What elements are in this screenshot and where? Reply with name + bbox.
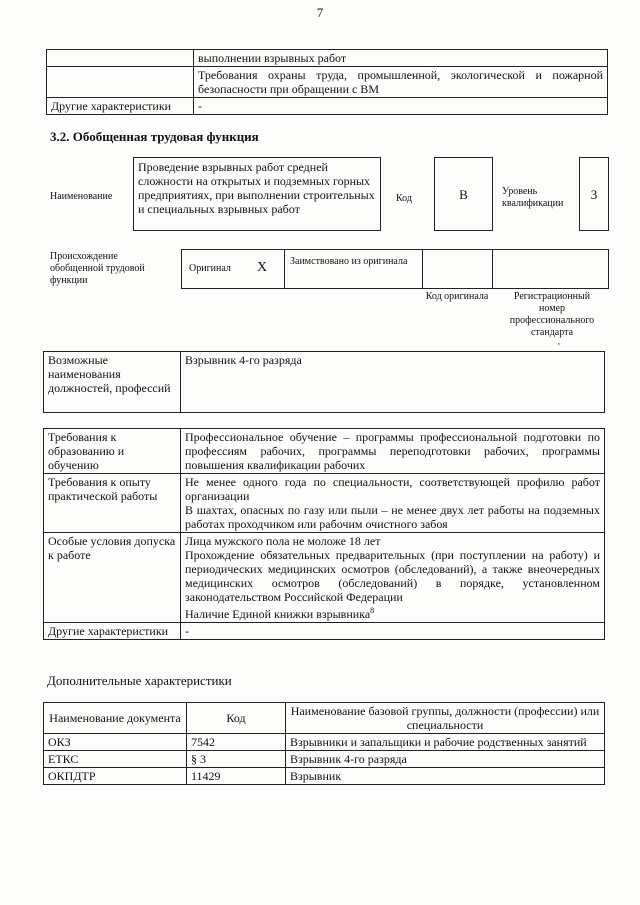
requirement-line: Лица мужского пола не моложе 18 лет <box>185 534 381 548</box>
header-cell: Код <box>187 703 286 734</box>
divider <box>492 249 493 289</box>
table-cell: Взрывник 4-го разряда <box>181 352 605 413</box>
table-cell: 11429 <box>187 768 286 785</box>
table-cell: Профессиональное обучение – программы профессиональной подготовки по профессиям рабочих, программы переподготовки рабочих, программы повышения квалификации рабочих <box>181 429 605 474</box>
table-cell: Возможные наименования должностей, профессий <box>44 352 181 413</box>
table-cell: выполнении взрывных работ <box>194 50 608 67</box>
borrowed-label: Заимствовано из оригинала <box>290 256 408 267</box>
tick-mark: ' <box>558 342 560 353</box>
table-cell: Требования к опыту практической работы <box>44 474 181 533</box>
section-title: 3.2. Обобщенная трудовая функция <box>50 129 259 144</box>
table-header-row <box>44 703 605 734</box>
table-cell: Взрывник 4-го разряда <box>286 751 605 768</box>
naming-value: Проведение взрывных работ средней сложности на открытых и подземных горных предприятиях, при выполнении строительных и специальных взрывных работ <box>133 157 381 231</box>
table-cell: ОКЗ <box>44 734 187 751</box>
level-value: 3 <box>579 157 609 231</box>
requirements-table <box>43 428 605 640</box>
table-row <box>44 623 605 640</box>
table-cell: Требования охраны труда, промышленной, экологической и пожарной безопасности при обращении с ВМ <box>194 67 608 98</box>
table-row <box>47 67 608 98</box>
table-row <box>44 533 605 623</box>
reg-number-caption: Регистрационный номер профессионального стандарта <box>509 291 595 338</box>
requirement-text: Наличие Единой книжки взрывника <box>185 607 371 621</box>
table-cell: 7542 <box>187 734 286 751</box>
code-label: Код <box>396 193 412 204</box>
table-cell: Особые условия допуска к работе <box>44 533 181 623</box>
header-cell: Наименование базовой группы, должности (профессии) или специальности <box>286 703 605 734</box>
table-row <box>44 751 605 768</box>
table-cell: Взрывники и запальщики и рабочие родственных занятий <box>286 734 605 751</box>
table-cell: Другие характеристики <box>47 98 194 115</box>
table-cell: Взрывник <box>286 768 605 785</box>
table-cell: - <box>194 98 608 115</box>
table-cell <box>181 474 605 533</box>
table-cell <box>181 533 605 623</box>
table-row <box>47 50 608 67</box>
top-table <box>46 49 608 115</box>
origin-box <box>181 249 609 289</box>
table-cell: Другие характеристики <box>44 623 181 640</box>
table-row <box>47 98 608 115</box>
origin-label: Происхождение обобщенной трудовой функции <box>50 251 145 286</box>
additional-title: Дополнительные характеристики <box>47 673 232 688</box>
header-cell: Наименование документа <box>44 703 187 734</box>
code-original-caption: Код оригинала <box>425 291 489 302</box>
table-cell: ОКПДТР <box>44 768 187 785</box>
requirement-line: В шахтах, опасных по газу или пыли – не менее двух лет работы на подземных работах проходчиком или рабочим очистного забоя <box>185 503 600 531</box>
table-row <box>44 734 605 751</box>
table-cell: Требования к образованию и обучению <box>44 429 181 474</box>
table-row <box>44 768 605 785</box>
table-cell: - <box>181 623 605 640</box>
code-value: В <box>434 157 493 231</box>
requirement-line: Не менее одного года по специальности, соответствующей профилю работ организации <box>185 475 600 503</box>
table-cell: ЕТКС <box>44 751 187 768</box>
naming-label: Наименование <box>50 191 113 202</box>
original-label: Оригинал <box>189 263 231 274</box>
divider <box>422 249 423 289</box>
divider <box>284 249 285 289</box>
level-label: Уровень квалификации <box>502 186 564 209</box>
requirement-line <box>185 604 600 621</box>
positions-table <box>43 351 605 413</box>
additional-table <box>43 702 605 785</box>
footnote-mark: 8 <box>370 606 375 615</box>
original-mark: X <box>257 260 268 275</box>
table-cell: § 3 <box>187 751 286 768</box>
requirement-line: Прохождение обязательных предварительных (при поступлении на работу) и периодических медицинских осмотров (обследований), а также внеочередных медицинских осмотров (обследований) в порядке, установленном законодательством Российской Федерации <box>185 548 600 604</box>
page-number: 7 <box>316 5 324 20</box>
table-row <box>44 474 605 533</box>
table-row <box>44 429 605 474</box>
table-row <box>44 352 605 413</box>
